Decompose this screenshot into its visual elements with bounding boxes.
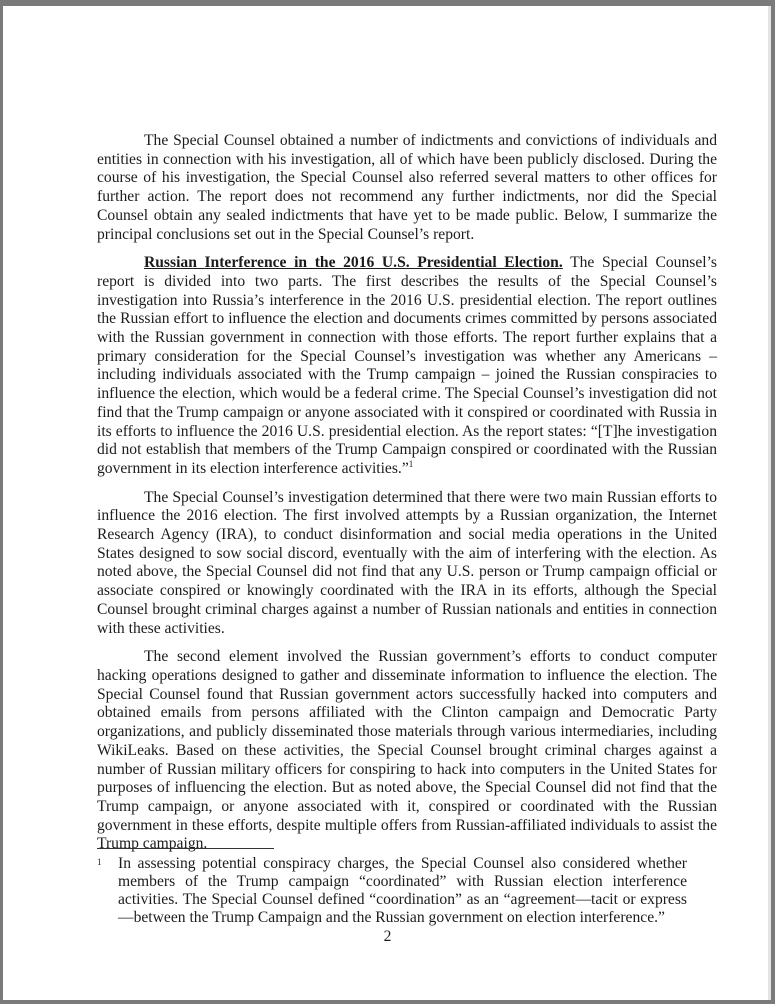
page-number: 2 <box>383 928 392 945</box>
paragraph-intro: The Special Counsel obtained a number of indictments and convictions of individuals and entities in connection with his investigation, all of which have been publicly disclosed. During the course of his investigation, the Special Counsel also referred several matters to other offices for further action. The report does not recommend any further indictments, nor did the Special Counsel obtain any sealed indictments that have yet to be made public. Below, I summarize the principal conclusions set out in the Special Counsel’s report. <box>97 132 717 243</box>
footnote-text: In assessing potential conspiracy charges, the Special Counsel also considered whether members of the Trump campaign “coordinated” with Russian election interference activities. The Special Counsel defined “coordination” as an “agreement—tacit or express—between the Trump Campaign and the Russian government on election interference.” <box>118 855 687 926</box>
paragraph-russian-interference <box>97 254 717 478</box>
section-body: The Special Counsel’s report is divided into two parts. The first describes the results of the Special Counsel’s investigation into Russia’s interference in the 2016 U.S. presidential election. The report outlines the Russian effort to influence the election and documents crimes committed by persons associated with the Russian government in connection with those efforts. The report further explains that a primary consideration for the Special Counsel’s investigation was whether any Americans – including individuals associated with the Trump campaign – joined the Russian conspiracies to influence the election, which would be a federal crime. The Special Counsel’s investigation did not find that the Trump campaign or anyone associated with it conspired or coordinated with Russia in its efforts to influence the 2016 U.S. presidential election. As the report states: “[T]he investigation did not establish that members of the Trump Campaign conspired or coordinated with the Russian government in its election interference activities.” <box>97 254 717 477</box>
body-text <box>97 132 717 864</box>
footnote <box>97 855 687 927</box>
paragraph-hacking: The second element involved the Russian government’s efforts to conduct computer hacking operations designed to gather and disseminate information to influence the election. The Special Counsel found that Russian government actors successfully hacked into computers and obtained emails from persons affiliated with the Clinton campaign and Democratic Party organizations, and publicly disseminated those materials through various intermediaries, including WikiLeaks. Based on these activities, the Special Counsel brought criminal charges against a number of Russian military officers for conspiring to hack into computers in the United States for purposes of influencing the election. But as noted above, the Special Counsel did not find that the Trump campaign, or anyone associated with it, conspired or coordinated with the Russian government in these efforts, despite multiple offers from Russian-affiliated individuals to assist the Trump campaign. <box>97 648 717 853</box>
footnote-number: 1 <box>97 857 102 867</box>
footnote-divider <box>97 848 274 849</box>
document-page <box>3 6 771 1000</box>
section-heading: Russian Interference in the 2016 U.S. Presidential Election. <box>144 254 563 272</box>
footnote-reference[interactable]: 1 <box>408 458 414 469</box>
paragraph-ira: The Special Counsel’s investigation determined that there were two main Russian efforts to influence the 2016 election. The first involved attempts by a Russian organization, the Internet Research Agency (IRA), to conduct disinformation and social media operations in the United States designed to sow social discord, eventually with the aim of interfering with the election. As noted above, the Special Counsel did not find that any U.S. person or Trump campaign official or associate conspired or knowingly coordinated with the IRA in its efforts, although the Special Counsel brought criminal charges against a number of Russian nationals and entities in connection with these activities. <box>97 488 717 637</box>
